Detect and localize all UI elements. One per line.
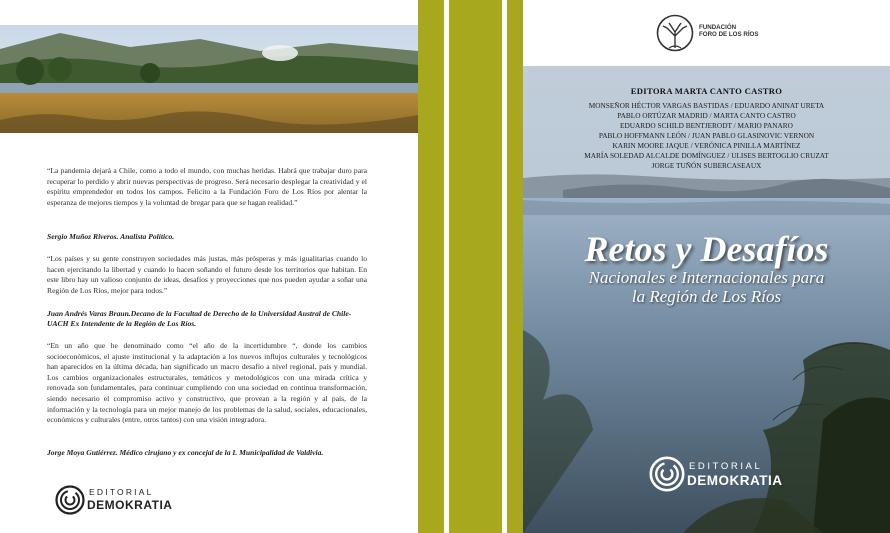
author-line: EDUARDO SCHILD BENTJERODT / MARIO PANARO [620, 121, 793, 130]
back-quote-1: “La pandemia dejará a Chile, como a todo el mundo, con muchas heridas. Habrá que trabajar duro para recuperar lo perdido y abrir nuevas perspectivas de progreso. Será necesario desplegar la creatividad y el espíritu emprendedor en todos los campos. Felicito a la Fundación Foro de Los Ríos por alentar la esperanza de mejores tiempos y la voluntad de bregar para que se hagan realidad.” [47, 166, 367, 207]
back-cover-landscape-photo [0, 25, 418, 133]
book-subtitle-line-1: Nacionales e Internacionales para [588, 268, 825, 287]
back-quote-3: “En un año que he denominado como “el año de la incertidumbre “, donde los cambios socioeconómicos, el ajuste institucional y la adaptación a los nuevos influjos culturales y tecnológicos han aparecidos en la última década, han significado un macro desafío a nivel regional, país y mundial. Los cambios organizacionales estructurales, temáticos y metodológicos con una mirada crítica y renovada son fundamentales, para continuar cumpliendo con una sociedad en continua transformación, siendo necesario el compromiso activo y constructivo, que provean a la región y al país, de la información y la tecnología para un mejor manejo de los problemas de la salud, sociales, educacionales, económicos y culturales (entre, otros tantos) con una visión integradora. [47, 341, 367, 425]
book-subtitle [523, 268, 890, 306]
back-publisher-logo [55, 485, 175, 521]
foundation-label: FUNDACIÓN [699, 24, 737, 31]
book-title: Retos y Desafíos [584, 229, 829, 269]
editor-credit: EDITORA MARTA CANTO CASTRO [630, 86, 783, 96]
author-list [523, 101, 890, 171]
publisher-label-editorial: EDITORIAL [689, 461, 763, 472]
labyrinth-icon [649, 456, 685, 492]
author-line: MARÍA SOLEDAD ALCALDE DOMÍNGUEZ / ULISES BERTOGLIO CRUZAT [584, 151, 829, 160]
back-quote-2-author: Juan Andrés Varas Braun.Decano de la Facultad de Derecho de la Universidad Austral de Chile-UACH Ex Intendente de la Región de Los Ríos. [47, 309, 352, 329]
author-line: KARIN MOORE JAQUE / VERÓNICA PINILLA MARTÍNEZ [612, 141, 801, 150]
publisher-label-editorial: EDITORIAL [89, 487, 154, 497]
author-line: PABLO ORTÚZAR MADRID / MARTA CANTO CASTRO [617, 111, 796, 120]
back-quote-3-author: Jorge Moya Gutiérrez. Médico cirujano y ex concejal de la I. Municipalidad de Valdivia. [47, 448, 324, 457]
front-publisher-logo [649, 456, 789, 496]
back-quote-1-author: Sergio Muñoz Riveros. Analista Político. [47, 232, 175, 241]
book-subtitle-line-2: la Región de Los Ríos [631, 287, 782, 306]
book-spine [449, 0, 502, 533]
front-cover [523, 0, 890, 533]
foundation-logo [655, 14, 765, 52]
tree-icon [655, 14, 695, 52]
front-cover-edge-band [507, 0, 523, 533]
back-quote-2: “Los países y su gente construyen sociedades más justas, más prósperas y más igualitarias cuando lo hacen ejercitando la libertad y cuando lo hacen soñando el futuro desde los territorios que habitan. En este libro hay un valioso conjunto de ideas, desafíos y proyecciones que nos pueden ayudar a soñar una Región de Los Ríos, mejor para todos.” [47, 254, 367, 295]
back-cover [0, 0, 418, 533]
author-line: JORGE TUÑÓN SUBERCASEAUX [651, 161, 762, 170]
foundation-name: FORO DE LOS RÍOS [699, 31, 759, 39]
spine-band-left [418, 0, 444, 533]
publisher-label-name: DEMOKRATIA [687, 473, 783, 488]
labyrinth-icon [55, 485, 85, 515]
author-line: MONSEÑOR HÉCTOR VARGAS BASTIDAS / EDUARDO ANINAT URETA [588, 101, 825, 110]
publisher-label-name: DEMOKRATIA [87, 498, 173, 512]
author-line: PABLO HOFFMANN LEÓN / JUAN PABLO GLASINOVIC VERNON [598, 131, 815, 140]
